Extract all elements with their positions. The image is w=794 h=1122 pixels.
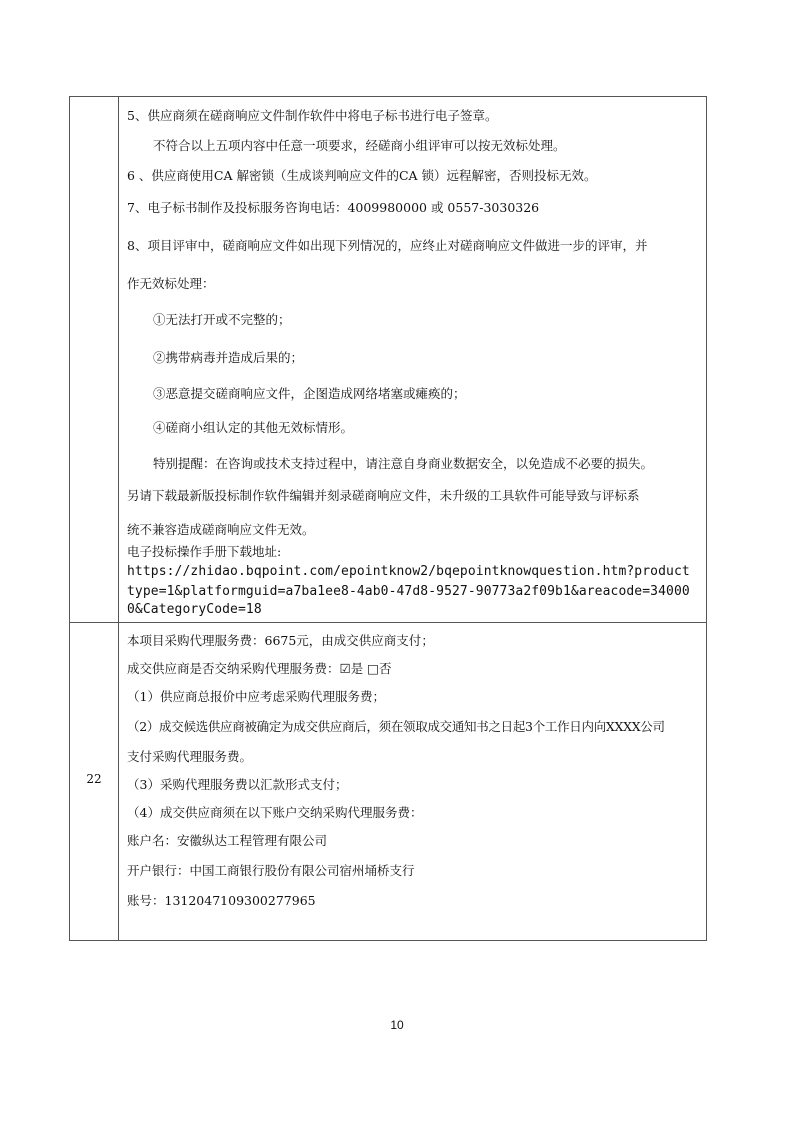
text-line: 不符合以上五项内容中任意一项要求，经磋商小组评审可以按无效标处理。 xyxy=(153,138,566,153)
text-line: 7、电子标书制作及投标服务咨询电话：4009980000 或 0557-3030326 xyxy=(127,200,540,215)
text-line: 作无效标处理： xyxy=(127,276,215,291)
requirements-table xyxy=(69,96,707,941)
text-line: （3）采购代理服务费以汇款形式支付； xyxy=(127,777,348,792)
text-line: 8、项目评审中，磋商响应文件如出现下列情况的，应终止对磋商响应文件做进一步的评审，并 xyxy=(127,238,648,253)
url-line: type=1&platformguid=a7ba1ee8-4ab0-47d8-9527-90773a2f09b1&areacode=34000 xyxy=(127,584,690,599)
text-line: 电子投标操作手册下载地址: xyxy=(127,544,282,559)
text-line: ③恶意提交磋商响应文件，企图造成网络堵塞或瘫痪的； xyxy=(153,386,466,401)
column-divider xyxy=(118,97,119,940)
text-line: ②携带病毒并造成后果的； xyxy=(153,350,304,365)
text-line: 6 、供应商使用CA 解密锁（生成谈判响应文件的CA 锁）远程解密，否则投标无效。 xyxy=(127,168,597,183)
text-line: ①无法打开或不完整的； xyxy=(153,312,291,327)
url-line: https://zhidao.bqpoint.com/epointknow2/bqepointknowquestion.htm?product xyxy=(127,564,690,579)
row-number: 22 xyxy=(86,772,102,786)
url-line: 0&CategoryCode=18 xyxy=(127,602,262,617)
text-line: （4）成交供应商须在以下账户交纳采购代理服务费： xyxy=(127,805,423,820)
text-line: 5、供应商须在磋商响应文件制作软件中将电子标书进行电子签章。 xyxy=(127,108,498,123)
text-line: ④磋商小组认定的其他无效标情形。 xyxy=(153,420,354,435)
row-divider xyxy=(70,622,706,623)
text-line: 支付采购代理服务费。 xyxy=(127,749,253,764)
text-line: （1）供应商总报价中应考虑采购代理服务费； xyxy=(127,689,385,704)
page-number: 10 xyxy=(390,1018,404,1032)
text-line: 账号：1312047109300277965 xyxy=(127,893,316,908)
text-line: 特别提醒：在咨询或技术支持过程中，请注意自身商业数据安全，以免造成不必要的损失。 xyxy=(153,456,654,471)
text-line: （2）成交候选供应商被确定为成交供应商后，须在领取成交通知书之日起3个工作日内向XXXX公司 xyxy=(127,719,665,734)
text-line: 开户银行：中国工商银行股份有限公司宿州埇桥支行 xyxy=(127,863,415,878)
text-line: 统不兼容造成磋商响应文件无效。 xyxy=(127,522,315,537)
text-line: 本项目采购代理服务费：6675元，由成交供应商支付； xyxy=(127,633,434,648)
text-line: 账户名：安徽纵达工程管理有限公司 xyxy=(127,833,328,848)
text-line: 另请下载最新版投标制作软件编辑并刻录磋商响应文件，未升级的工具软件可能导致与评标系 xyxy=(127,488,640,503)
text-line: 成交供应商是否交纳采购代理服务费：☑是 □否 xyxy=(127,661,392,676)
